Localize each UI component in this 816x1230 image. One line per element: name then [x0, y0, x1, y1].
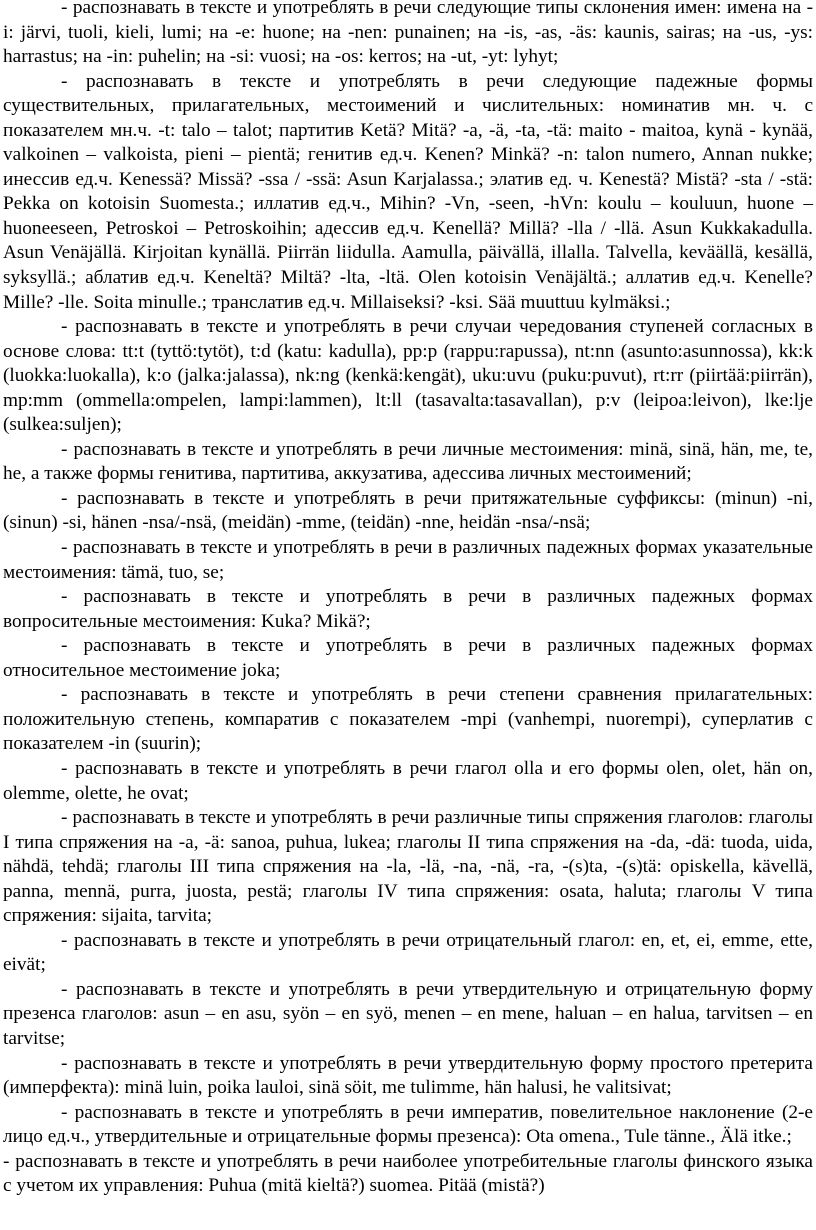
paragraph-personal-pronouns: - распознавать в тексте и употреблять в речи личные местоимения: minä, sinä, hän, me, te, he, а также формы генитива, партитива, аккузатива, адессива личных местоимений; — [3, 438, 813, 485]
paragraph-conjugation-types: - распознавать в тексте и употреблять в речи различные типы спряжения глаголов: глаголы I типа спряжения на -a, -ä: sanoa, puhua, lukea; глаголы II типа спряжения на -da, -dä: tuoda, uida, nähdä, tehdä; глаголы III типа спряжения на -la, -lä, -na, -nä, -ra, -(s)ta, -(s)tä: opiskella, kävellä, panna, mennä, purra, juosta, pestä; глаголы IV типа спряжения: osata, haluta; глаголы V типа спряжения: sijaita, tarvita; — [3, 807, 813, 927]
paragraph-case-forms: - распознавать в тексте и употреблять в речи следующие падежные формы существительных, прилагательных, местоимений и числительных: номинатив мн. ч. с показателем мн.ч. -t: talo – talot; партитив Ketä? Mitä? -a, -ä, -ta, -tä: maito - maitoa, kynä - kynää, valkoinen – valkoista, pieni – pientä; генитив ед.ч. Kenen? Minkä? -n: talon numero, Annan nukke; инессив ед.ч. Kenessä? Missä? -ssa / -ssä: Asun Karjalassa.; элатив ед. ч. Kenestä? Mistä? -sta / -stä: Pekka on kotoisin Suomesta.; иллатив ед.ч., Mihin? -Vn, -seen, -hVn: koulu – kouluun, huone – huoneeseen, Petroskoi – Petroskoihin; адессив ед.ч. Kenellä? Millä? -lla / -llä. Asun Kukkakadulla. Asun Venäjällä. Kirjoitan kynällä. Piirrän liidulla. Aamulla, päivällä, illalla. Talvella, keväällä, kesällä, syksyllä.; аблатив ед.ч. Keneltä? Miltä? -lta, -ltä. Olen kotoisin Venäjältä.; аллатив ед.ч. Kenelle? Mille? -lle. Soita minulle.; транслатив ед.ч. Millaiseksi? -ksi. Sää muuttuu kylmäksi.; — [3, 70, 813, 313]
document-page — [3, 0, 813, 1199]
paragraph-verb-government: - распознавать в тексте и употреблять в речи наиболее употребительные глаголы финского языка с учетом их управления: Puhua (mitä kieltä?) suomea. Pitää (mistä?) — [3, 1150, 813, 1197]
paragraph-possessive-suffixes: - распознавать в тексте и употреблять в речи притяжательные суффиксы: (minun) -ni, (sinun) -si, hänen -nsa/-nsä, (meidän) -mme, (teidän) -nne, heidän -nsa/-nsä; — [3, 487, 813, 534]
paragraph-comparison-degrees: - распознавать в тексте и употреблять в речи степени сравнения прилагательных: положительную степень, компаратив с показателем -mpi (vanhempi, nuorempi), суперлатив с показателем -in (suurin); — [3, 684, 813, 755]
paragraph-present-forms: - распознавать в тексте и употреблять в речи утвердительную и отрицательную форму презенса глаголов: asun – en asu, syön – en syö, menen – en mene, haluan – en halua, tarvitsen – en tarvitse; — [3, 978, 813, 1049]
paragraph-interrogative-pronouns: - распознавать в тексте и употреблять в речи в различных падежных формах вопросительные местоимения: Kuka? Mikä?; — [3, 586, 813, 632]
paragraph-negative-verb: - распознавать в тексте и употреблять в речи отрицательный глагол: en, et, ei, emme, ette, eivät; — [3, 929, 813, 976]
paragraph-demonstrative-pronouns: - распознавать в тексте и употреблять в речи в различных падежных формах указательные местоимения: tämä, tuo, se; — [3, 537, 813, 583]
paragraph-declension-types: - распознавать в тексте и употреблять в речи следующие типы склонения имен: имена на -i: järvi, tuoli, kieli, lumi; на -e: huone; на -nen: punainen; на -is, -as, -äs: kaunis, sairas; на -us, -ys: harrastus; на -in: puhelin; на -si: vuosi; на -os: kerros; на -ut, -yt: lyhyt; — [3, 0, 813, 68]
paragraph-verb-olla: - распознавать в тексте и употреблять в речи глагол olla и его формы olen, olet, hän on, olemme, olette, he ovat; — [3, 757, 813, 804]
paragraph-past-tense: - распознавать в тексте и употреблять в речи утвердительную форму простого претерита (имперфекта): minä luin, poika lauloi, sinä söit, me tulimme, hän halusi, he valitsivat; — [3, 1052, 813, 1099]
paragraph-consonant-gradation: - распознавать в тексте и употреблять в речи случаи чередования ступеней согласных в основе слова: tt:t (tyttö:tytöt), t:d (katu: kadulla), pp:p (rappu:rapussa), nt:nn (asunto:asunnossa), kk:k (luokka:luokalla), k:o (jalka:jalassa), nk:ng (kenkä:kengät), uku:uvu (puku:puvut), rt:rr (piirtää:piirrän), mp:mm (ommella:ompelen, lampi:lammen), lt:ll (tasavalta:tasavallan), p:v (leipoa:leivon), lke:lje (sulkea:suljen); — [3, 316, 813, 436]
paragraph-imperative: - распознавать в тексте и употреблять в речи императив, повелительное наклонение (2-е лицо ед.ч., утвердительные и отрицательные формы презенса): Ota omena., Tule tänne., Älä itke.; — [3, 1101, 813, 1148]
paragraph-relative-pronoun: - распознавать в тексте и употреблять в речи в различных падежных формах относительное местоимение joka; — [3, 635, 813, 681]
